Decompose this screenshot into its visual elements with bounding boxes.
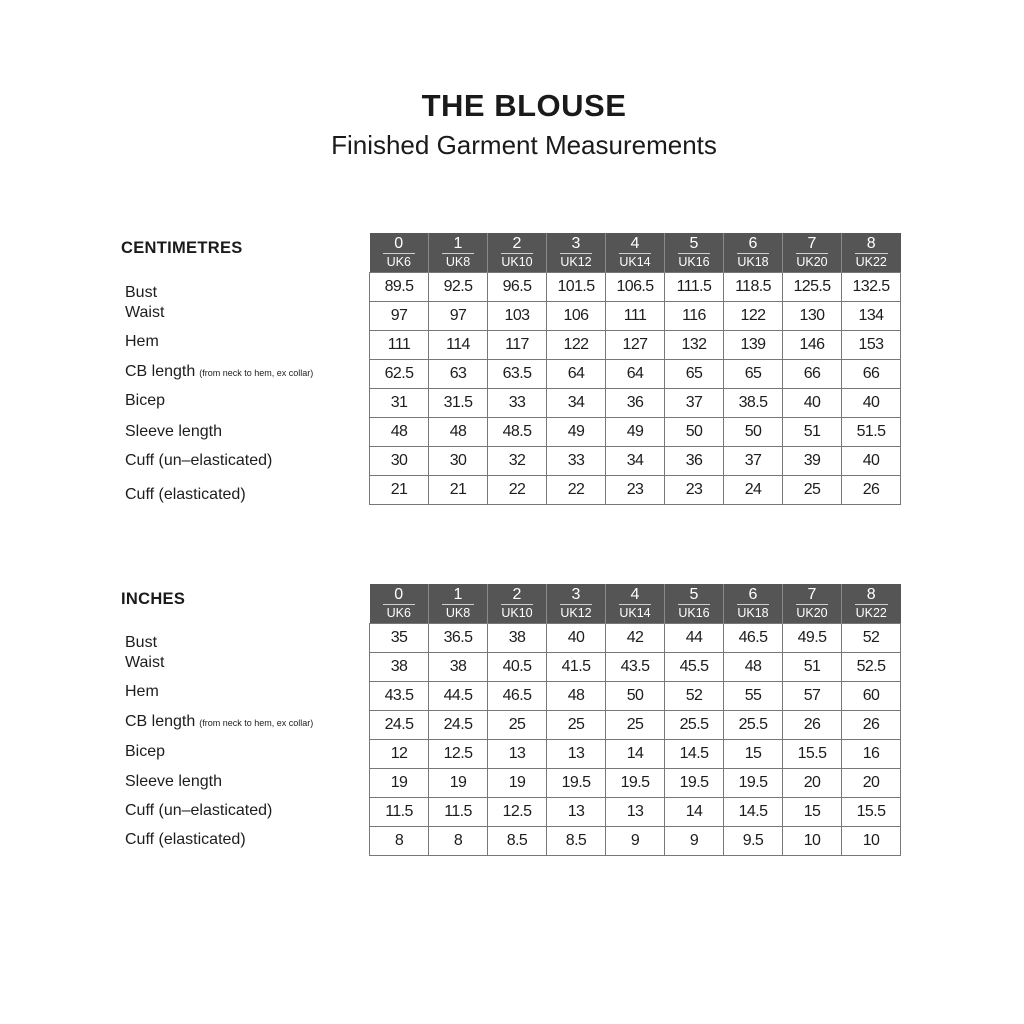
measurement-cell: 14 — [606, 740, 665, 769]
measurement-cell: 42 — [606, 624, 665, 653]
measurement-cell: 33 — [547, 447, 606, 476]
measurement-cell: 26 — [783, 711, 842, 740]
size-number: 5 — [689, 586, 699, 603]
size-uk-label: UK20 — [796, 255, 828, 269]
size-number: 4 — [630, 586, 640, 603]
measurement-cell: 49.5 — [783, 624, 842, 653]
measurement-cell: 39 — [783, 447, 842, 476]
row-label — [125, 392, 165, 410]
row-label — [125, 831, 246, 849]
measurement-cell: 19.5 — [665, 769, 724, 798]
row-label — [125, 773, 222, 791]
size-header — [665, 233, 724, 273]
row-label — [125, 743, 165, 761]
measurement-cell: 146 — [783, 331, 842, 360]
size-header-row — [370, 584, 901, 624]
measurement-cell: 11.5 — [370, 798, 429, 827]
measurement-cell: 13 — [606, 798, 665, 827]
measurement-cell: 10 — [783, 827, 842, 856]
size-uk-label: UK16 — [678, 255, 710, 269]
measurement-cell: 34 — [547, 389, 606, 418]
measurement-cell: 153 — [842, 331, 901, 360]
measurement-cell: 45.5 — [665, 653, 724, 682]
measurement-cell: 34 — [606, 447, 665, 476]
table-row — [370, 331, 901, 360]
measurement-cell: 25 — [606, 711, 665, 740]
measurement-cell: 31 — [370, 389, 429, 418]
row-label — [125, 304, 164, 322]
measurement-cell: 25 — [547, 711, 606, 740]
measurement-cell: 38 — [488, 624, 547, 653]
measurement-cell: 13 — [488, 740, 547, 769]
measurement-cell: 57 — [783, 682, 842, 711]
measurement-cell: 37 — [724, 447, 783, 476]
table-row — [370, 624, 901, 653]
size-header-row — [370, 233, 901, 273]
measurement-cell: 14.5 — [724, 798, 783, 827]
size-uk-label: UK10 — [501, 255, 533, 269]
measurement-cell: 8.5 — [488, 827, 547, 856]
measurement-cell: 63 — [429, 360, 488, 389]
measurement-cell: 16 — [842, 740, 901, 769]
size-header — [547, 233, 606, 273]
table-row — [370, 653, 901, 682]
size-uk-label: UK8 — [442, 604, 474, 620]
measurement-cell: 66 — [842, 360, 901, 389]
measurement-cell: 25 — [783, 476, 842, 505]
row-label-text: Waist — [125, 304, 165, 321]
measurement-cell: 19 — [488, 769, 547, 798]
measurement-cell: 9 — [665, 827, 724, 856]
measurement-cell: 13 — [547, 740, 606, 769]
measurement-cell: 52.5 — [842, 653, 901, 682]
measurement-cell: 65 — [665, 360, 724, 389]
measurement-cell: 130 — [783, 302, 842, 331]
measurement-cell: 22 — [488, 476, 547, 505]
size-uk-label: UK16 — [678, 606, 710, 620]
measurement-cell: 122 — [547, 331, 606, 360]
measurement-cell: 22 — [547, 476, 606, 505]
size-number: 8 — [866, 586, 876, 603]
measurement-cell: 25.5 — [724, 711, 783, 740]
measurement-cell: 62.5 — [370, 360, 429, 389]
size-uk-label: UK14 — [619, 255, 651, 269]
size-uk-label: UK22 — [855, 606, 887, 620]
measurement-cell: 9 — [606, 827, 665, 856]
table-row — [370, 711, 901, 740]
measurement-cell: 48 — [547, 682, 606, 711]
size-header — [547, 584, 606, 624]
measurement-cell: 50 — [724, 418, 783, 447]
table-row — [370, 682, 901, 711]
measurement-cell: 14 — [665, 798, 724, 827]
size-number: 3 — [571, 235, 581, 252]
size-uk-label: UK14 — [619, 606, 651, 620]
size-uk-label: UK18 — [737, 606, 769, 620]
measurement-cell: 65 — [724, 360, 783, 389]
measurement-cell: 15.5 — [842, 798, 901, 827]
measurement-cell: 106.5 — [606, 273, 665, 302]
measurement-cell: 48 — [429, 418, 488, 447]
measurement-cell: 48.5 — [488, 418, 547, 447]
measurement-cell: 30 — [429, 447, 488, 476]
measurement-cell: 24 — [724, 476, 783, 505]
measurement-cell: 51 — [783, 418, 842, 447]
size-number: 2 — [512, 586, 522, 603]
measurement-cell: 64 — [547, 360, 606, 389]
measurement-cell: 20 — [783, 769, 842, 798]
row-label — [125, 423, 222, 441]
table-row — [370, 447, 901, 476]
row-label — [125, 802, 272, 820]
row-label-text: Sleeve length — [125, 773, 222, 790]
table-row — [370, 302, 901, 331]
size-number: 0 — [394, 235, 404, 252]
measurement-cell: 111 — [370, 331, 429, 360]
measurement-cell: 40 — [783, 389, 842, 418]
measurement-cell: 51 — [783, 653, 842, 682]
measurement-cell: 12 — [370, 740, 429, 769]
row-label-text: Bicep — [125, 392, 166, 409]
measurement-cell: 66 — [783, 360, 842, 389]
size-uk-label: UK12 — [560, 606, 592, 620]
table-row — [370, 740, 901, 769]
section-heading: CENTIMETRES — [121, 239, 243, 257]
measurement-cell: 48 — [370, 418, 429, 447]
measurement-cell: 48 — [724, 653, 783, 682]
measurement-cell: 44.5 — [429, 682, 488, 711]
measurement-cell: 49 — [547, 418, 606, 447]
page-title: THE BLOUSE — [421, 88, 627, 123]
measurement-cell: 38 — [370, 653, 429, 682]
measurement-cell: 92.5 — [429, 273, 488, 302]
measurement-cell: 19.5 — [724, 769, 783, 798]
measurement-cell: 111 — [606, 302, 665, 331]
size-number: 1 — [453, 586, 463, 603]
measurement-cell: 118.5 — [724, 273, 783, 302]
measurement-cell: 101.5 — [547, 273, 606, 302]
measurement-cell: 23 — [606, 476, 665, 505]
measurement-cell: 52 — [842, 624, 901, 653]
measurement-cell: 8 — [429, 827, 488, 856]
measurement-cell: 9.5 — [724, 827, 783, 856]
size-number: 3 — [571, 586, 581, 603]
row-label-note: (from neck to hem, ex collar) — [199, 368, 314, 378]
size-header — [429, 584, 488, 624]
measurement-cell: 49 — [606, 418, 665, 447]
measurement-cell: 40 — [842, 389, 901, 418]
row-label-text: Hem — [125, 333, 159, 350]
measurement-cell: 31.5 — [429, 389, 488, 418]
table-row — [370, 827, 901, 856]
measurement-cell: 36 — [665, 447, 724, 476]
row-label-text: Cuff (un–elasticated) — [125, 452, 273, 469]
measurement-cell: 55 — [724, 682, 783, 711]
section-heading: INCHES — [121, 590, 186, 608]
size-number: 0 — [394, 586, 404, 603]
measurement-cell: 114 — [429, 331, 488, 360]
row-label-text: Cuff (un–elasticated) — [125, 802, 273, 819]
measurement-cell: 134 — [842, 302, 901, 331]
measurement-cell: 63.5 — [488, 360, 547, 389]
measurement-cell: 46.5 — [724, 624, 783, 653]
row-label — [125, 683, 159, 701]
measurement-cell: 23 — [665, 476, 724, 505]
measurement-cell: 96.5 — [488, 273, 547, 302]
measurement-cell: 25.5 — [665, 711, 724, 740]
size-number: 6 — [748, 586, 758, 603]
size-header — [429, 233, 488, 273]
size-header — [488, 233, 547, 273]
row-label — [125, 654, 164, 672]
measurement-cell: 97 — [370, 302, 429, 331]
measurement-cell: 25 — [488, 711, 547, 740]
measurement-cell: 40 — [842, 447, 901, 476]
measurement-cell: 52 — [665, 682, 724, 711]
measurement-cell: 132.5 — [842, 273, 901, 302]
size-header — [724, 233, 783, 273]
size-number: 4 — [630, 235, 640, 252]
row-label-text: Cuff (elasticated) — [125, 486, 246, 503]
measurement-cell: 41.5 — [547, 653, 606, 682]
row-label-note: (from neck to hem, ex collar) — [199, 718, 314, 728]
size-header — [488, 584, 547, 624]
size-header — [370, 584, 429, 624]
size-number: 2 — [512, 235, 522, 252]
size-header — [606, 233, 665, 273]
measurement-cell: 97 — [429, 302, 488, 331]
measurement-cell: 116 — [665, 302, 724, 331]
table-row — [370, 273, 901, 302]
size-number: 1 — [453, 235, 463, 252]
size-uk-label: UK12 — [560, 255, 592, 269]
measurement-cell: 51.5 — [842, 418, 901, 447]
table-row — [370, 389, 901, 418]
size-header — [842, 233, 901, 273]
row-label — [125, 284, 157, 302]
row-label-text: CB length — [125, 363, 196, 380]
size-header — [842, 584, 901, 624]
measurement-cell: 132 — [665, 331, 724, 360]
size-uk-label: UK6 — [383, 604, 416, 620]
measurement-cell: 122 — [724, 302, 783, 331]
size-header — [724, 584, 783, 624]
measurement-cell: 106 — [547, 302, 606, 331]
measurement-cell: 11.5 — [429, 798, 488, 827]
measurement-cell: 46.5 — [488, 682, 547, 711]
measurement-cell: 64 — [606, 360, 665, 389]
size-header — [370, 233, 429, 273]
measurement-cell: 111.5 — [665, 273, 724, 302]
size-uk-label: UK6 — [383, 253, 416, 269]
measurement-cell: 89.5 — [370, 273, 429, 302]
measurement-cell: 19 — [370, 769, 429, 798]
measurement-cell: 44 — [665, 624, 724, 653]
size-uk-label: UK8 — [442, 253, 474, 269]
size-number: 5 — [689, 235, 699, 252]
row-label — [125, 634, 157, 652]
measurement-cell: 35 — [370, 624, 429, 653]
measurement-cell: 103 — [488, 302, 547, 331]
size-uk-label: UK10 — [501, 606, 533, 620]
measurement-cell: 15.5 — [783, 740, 842, 769]
table-row — [370, 798, 901, 827]
size-uk-label: UK20 — [796, 606, 828, 620]
measurement-cell: 19 — [429, 769, 488, 798]
row-label-text: Cuff (elasticated) — [125, 831, 246, 848]
size-header — [606, 584, 665, 624]
measurement-table — [369, 233, 901, 505]
measurement-cell: 43.5 — [606, 653, 665, 682]
measurement-cell: 21 — [370, 476, 429, 505]
measurement-cell: 30 — [370, 447, 429, 476]
size-header — [783, 584, 842, 624]
row-label-text: Bust — [125, 284, 158, 301]
table-row — [370, 476, 901, 505]
row-label — [125, 452, 272, 470]
size-number: 6 — [748, 235, 758, 252]
table-row — [370, 360, 901, 389]
measurement-cell: 60 — [842, 682, 901, 711]
table-row — [370, 418, 901, 447]
measurement-cell: 32 — [488, 447, 547, 476]
measurement-cell: 36 — [606, 389, 665, 418]
measurement-cell: 19.5 — [606, 769, 665, 798]
measurement-cell: 43.5 — [370, 682, 429, 711]
row-label — [125, 363, 313, 381]
measurement-cell: 19.5 — [547, 769, 606, 798]
row-label — [125, 486, 246, 504]
measurement-cell: 10 — [842, 827, 901, 856]
measurement-cell: 139 — [724, 331, 783, 360]
measurement-cell: 21 — [429, 476, 488, 505]
measurement-cell: 50 — [665, 418, 724, 447]
measurement-cell: 8.5 — [547, 827, 606, 856]
measurement-cell: 40.5 — [488, 653, 547, 682]
row-label-text: Sleeve length — [125, 423, 222, 440]
table-row — [370, 769, 901, 798]
row-label-text: CB length — [125, 713, 196, 730]
measurement-cell: 12.5 — [488, 798, 547, 827]
measurement-cell: 127 — [606, 331, 665, 360]
measurement-cell: 38.5 — [724, 389, 783, 418]
measurement-cell: 33 — [488, 389, 547, 418]
row-label-text: Hem — [125, 683, 159, 700]
measurement-cell: 50 — [606, 682, 665, 711]
measurement-table — [369, 584, 901, 856]
row-label — [125, 333, 159, 351]
page-subtitle: Finished Garment Measurements — [331, 130, 717, 160]
measurement-cell: 26 — [842, 711, 901, 740]
size-number: 8 — [866, 235, 876, 252]
measurement-cell: 36.5 — [429, 624, 488, 653]
size-number: 7 — [807, 235, 817, 252]
measurement-cell: 24.5 — [429, 711, 488, 740]
size-header — [783, 233, 842, 273]
size-number: 7 — [807, 586, 817, 603]
measurement-cell: 15 — [724, 740, 783, 769]
measurement-cell: 14.5 — [665, 740, 724, 769]
row-label-text: Waist — [125, 654, 165, 671]
size-header — [665, 584, 724, 624]
measurement-cell: 26 — [842, 476, 901, 505]
row-label-text: Bust — [125, 634, 158, 651]
row-label-text: Bicep — [125, 743, 166, 760]
measurement-cell: 15 — [783, 798, 842, 827]
measurement-cell: 24.5 — [370, 711, 429, 740]
size-uk-label: UK18 — [737, 255, 769, 269]
measurement-cell: 8 — [370, 827, 429, 856]
row-label — [125, 713, 313, 731]
measurement-cell: 37 — [665, 389, 724, 418]
size-uk-label: UK22 — [855, 255, 887, 269]
measurement-cell: 38 — [429, 653, 488, 682]
measurement-cell: 12.5 — [429, 740, 488, 769]
measurement-cell: 117 — [488, 331, 547, 360]
measurement-cell: 125.5 — [783, 273, 842, 302]
measurement-cell: 20 — [842, 769, 901, 798]
measurement-cell: 13 — [547, 798, 606, 827]
measurement-cell: 40 — [547, 624, 606, 653]
